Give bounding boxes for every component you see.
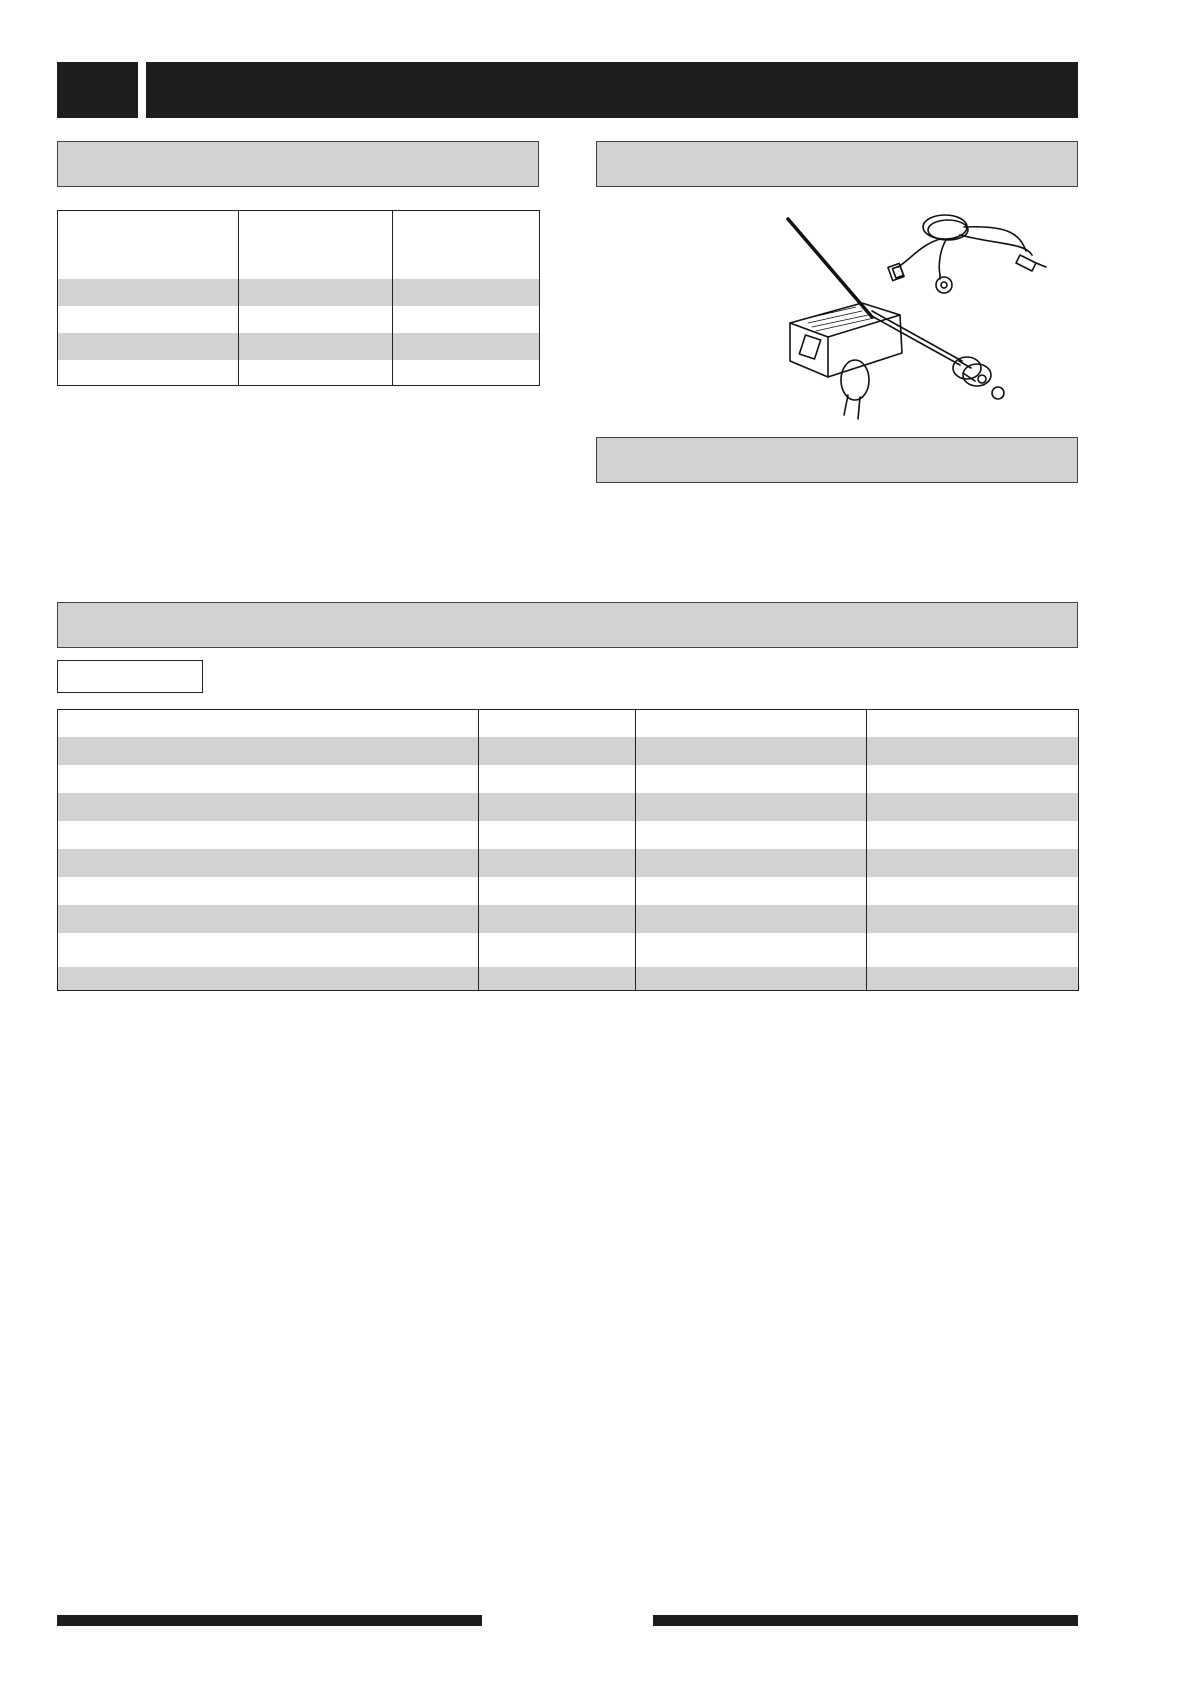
table-header-cell	[393, 211, 540, 279]
table-cell	[58, 967, 479, 991]
table-header-cell	[479, 710, 636, 737]
table-row	[58, 849, 1079, 877]
table-header-cell	[58, 211, 239, 279]
table-cell	[867, 765, 1079, 793]
footer-bar-right	[653, 1615, 1078, 1626]
table-row	[58, 737, 1079, 765]
table-cell	[479, 877, 636, 905]
table-cell	[867, 933, 1079, 967]
table-cell	[239, 306, 393, 333]
table-cell	[58, 821, 479, 849]
table-row	[58, 905, 1079, 933]
table-header-cell	[867, 710, 1079, 737]
wide-table	[57, 709, 1079, 991]
table-cell	[393, 333, 540, 360]
table-cell	[58, 793, 479, 821]
table-cell	[479, 849, 636, 877]
table-cell	[636, 793, 867, 821]
table-cell	[393, 360, 540, 386]
table-cell	[479, 905, 636, 933]
table-cell	[636, 933, 867, 967]
table-cell	[867, 849, 1079, 877]
table-row	[58, 967, 1079, 991]
table-cell	[636, 905, 867, 933]
table-cell	[867, 737, 1079, 765]
table-cell	[58, 849, 479, 877]
table-cell	[636, 821, 867, 849]
table-cell	[239, 360, 393, 386]
table-cell	[239, 279, 393, 306]
table-cell	[636, 765, 867, 793]
table-cell	[636, 967, 867, 991]
section-heading-right-bottom	[596, 437, 1078, 483]
table-cell	[58, 905, 479, 933]
table-cell	[867, 905, 1079, 933]
left-table	[57, 210, 540, 386]
table-cell	[479, 737, 636, 765]
table-cell	[479, 967, 636, 991]
table-cell	[636, 737, 867, 765]
sensor-cable-adapter-illustration	[770, 205, 1070, 425]
chapter-title-bar	[146, 62, 1078, 118]
table-cell	[479, 793, 636, 821]
table-cell	[479, 933, 636, 967]
section-heading-left	[57, 141, 539, 187]
table-row	[58, 877, 1079, 905]
table-cell	[58, 933, 479, 967]
table-row	[58, 793, 1079, 821]
table-row	[58, 279, 540, 306]
table-header-row	[58, 710, 1079, 737]
table-cell	[393, 306, 540, 333]
table-row	[58, 765, 1079, 793]
table-cell	[867, 793, 1079, 821]
label-box	[57, 660, 203, 693]
table-cell	[636, 849, 867, 877]
table-cell	[58, 360, 239, 386]
table-cell	[636, 877, 867, 905]
table-cell	[239, 333, 393, 360]
table-cell	[58, 765, 479, 793]
table-row	[58, 360, 540, 386]
table-cell	[867, 821, 1079, 849]
table-cell	[58, 306, 239, 333]
table-cell	[867, 877, 1079, 905]
table-header-cell	[636, 710, 867, 737]
table-row	[58, 306, 540, 333]
footer-bar-left	[57, 1615, 482, 1626]
chapter-number-box	[57, 62, 138, 118]
section-heading-right-top	[596, 141, 1078, 187]
table-row	[58, 933, 1079, 967]
table-cell	[58, 737, 479, 765]
table-header-cell	[239, 211, 393, 279]
table-cell	[58, 333, 239, 360]
table-cell	[867, 967, 1079, 991]
section-heading-wide	[57, 602, 1078, 648]
table-header-row	[58, 211, 540, 279]
table-cell	[393, 279, 540, 306]
table-row	[58, 821, 1079, 849]
table-cell	[479, 821, 636, 849]
table-cell	[58, 877, 479, 905]
table-row	[58, 333, 540, 360]
table-header-cell	[58, 710, 479, 737]
table-cell	[479, 765, 636, 793]
table-cell	[58, 279, 239, 306]
